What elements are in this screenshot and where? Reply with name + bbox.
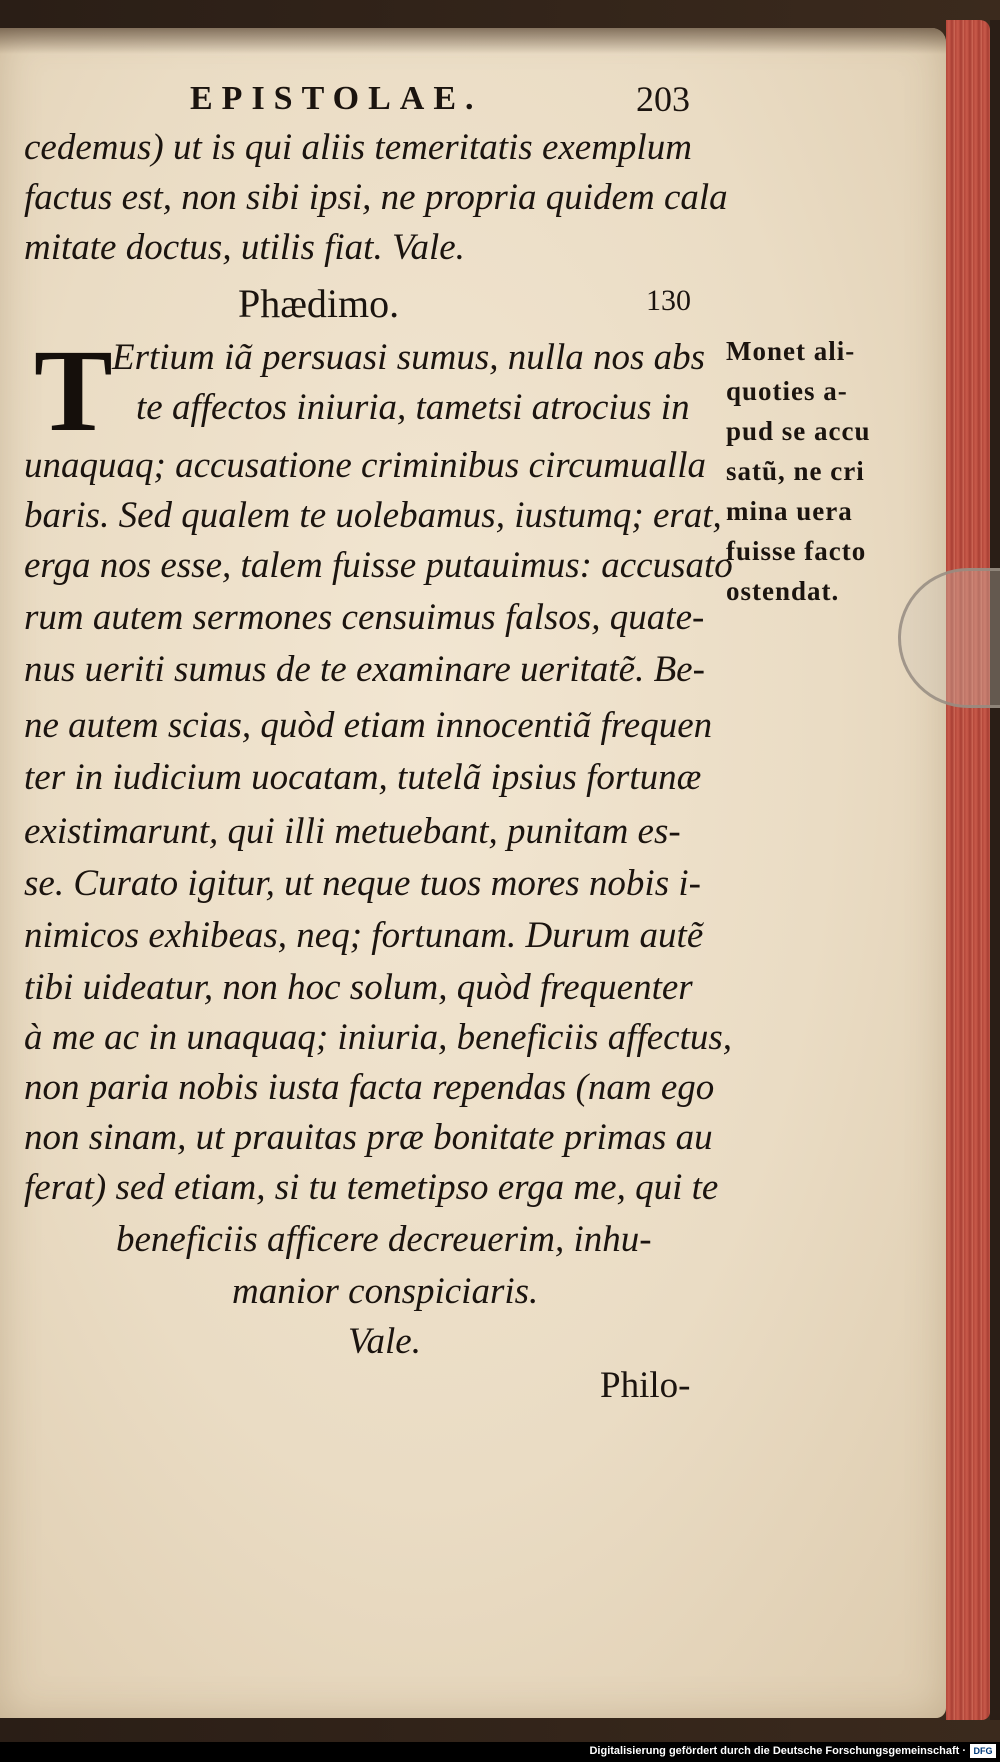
text-line: unaquaq; accusatione criminibus circumualla [24,445,707,486]
text-line: non paria nobis iusta facta rependas (nam ego [24,1067,715,1108]
text-line: rum autem sermones censuimus falsos, quate- [24,597,705,638]
text-line: non sinam, ut prauitas præ bonitate primas au [24,1117,713,1158]
text-line: tibi uideatur, non hoc solum, quòd frequenter [24,967,693,1008]
text-line: factus est, non sibi ipsi, ne propria quidem cala [24,177,728,218]
margin-note-line: fuisse facto [726,536,867,566]
margin-note-line: pud se accu [726,416,871,446]
margin-note-line: satũ, ne cri [726,456,865,486]
text-line: Ertium iã persuasi sumus, nulla nos abs [112,337,706,378]
text-line: se. Curato igitur, ut neque tuos mores nobis i- [24,863,701,904]
text-line: ne autem scias, quòd etiam innocentiã frequen [24,705,713,746]
text-line: à me ac in unaquaq; iniuria, beneficiis affectus, [24,1017,733,1058]
book-cover-edge [990,20,1000,1720]
catchword: Philo- [600,1365,691,1406]
text-line: manior conspiciaris. [232,1271,539,1312]
dfg-logo: DFG [970,1744,996,1758]
page-top-shadow [0,28,946,54]
text-line: ferat) sed etiam, si tu temetipso erga me, qui te [24,1167,719,1208]
page-edge-red [946,20,990,1720]
text-line: erga nos esse, talem fuisse putauimus: accusato [24,545,733,586]
text-line: existimarunt, qui illi metuebant, punitam es- [24,811,681,852]
dropcap-initial: T [34,325,113,456]
text-line: ter in iudicium uocatam, tutelã ipsius fortunæ [24,757,702,798]
margin-note-line: Monet ali- [726,336,856,366]
text-line: nimicos exhibeas, neq; fortunam. Durum autẽ [24,915,704,956]
text-line: te affectos iniuria, tametsi atrocius in [136,387,690,428]
letter-heading: Phædimo. [238,281,400,326]
text-line: cedemus) ut is qui aliis temeritatis exemplum [24,127,692,168]
margin-note-line: ostendat. [726,576,840,606]
margin-note-line: mina uera [726,496,853,526]
letter-number: 130 [646,284,691,317]
text-line: nus ueriti sumus de te examinare ueritatẽ. Be- [24,649,705,690]
margin-note-line: quoties a- [726,376,848,406]
closing-vale: Vale. [348,1321,421,1362]
running-title: EPISTOLAE. [190,80,483,117]
page-number: 203 [636,79,690,119]
text-line: baris. Sed qualem te uolebamus, iustumq; erat, [24,495,722,536]
digitization-credit: Digitalisierung gefördert durch die Deutsche Forschungsgemeinschaft · [589,1745,966,1757]
text-line: beneficiis afficere decreuerim, inhu- [116,1219,652,1260]
text-line: mitate doctus, utilis fiat. Vale. [24,227,465,268]
